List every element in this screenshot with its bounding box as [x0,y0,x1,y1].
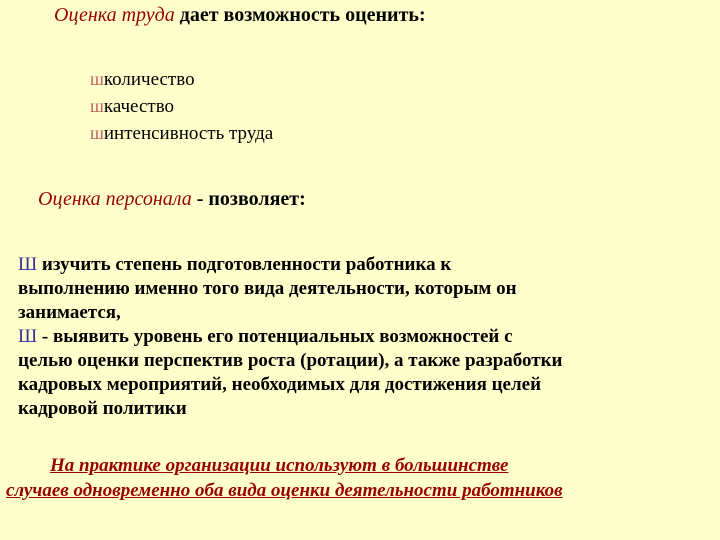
footer-line-1: На практике организации используют в большинстве [50,455,509,476]
heading-personnel-assessment-term: Оценка персонала [38,188,192,210]
footer-line-2: случаев одновременно оба вида оценки деятельности работников [6,480,563,501]
heading-personnel-assessment-rest: - позволяет: [191,188,306,210]
paragraph-line: выполнению именно того вида деятельности, которым он [18,278,517,299]
list-item-text: интенсивность труда [103,123,274,144]
paragraph-line: кадровой политики [18,398,187,419]
list-item [90,93,273,120]
bullet-marker-icon: Ш [18,254,38,275]
paragraph-line: целью оценки перспектив роста (ротации), а также разработки [18,350,563,371]
list-item [90,66,273,93]
list-item-text: количество [103,69,195,90]
bullet-marker-icon: ш [90,69,104,89]
paragraph-reveal-potential [18,325,718,421]
bullet-marker-icon: ш [90,96,104,116]
paragraph-study-preparedness [18,253,718,325]
bullet-marker-icon: Ш [18,326,38,347]
paragraph-line: занимается, [18,302,121,323]
heading-labor-assessment-term: Оценка труда [54,4,175,26]
paragraph-line [18,253,718,277]
paragraph-text: изучить степень подготовленности работника к [37,254,452,275]
bullet-marker-icon: ш [90,123,104,143]
paragraph-line [18,325,718,349]
paragraph-line: кадровых мероприятий, необходимых для достижения целей [18,374,542,395]
heading-labor-assessment [54,4,426,27]
paragraph-text: - выявить уровень его потенциальных возможностей с [37,326,513,347]
labor-criteria-list [90,66,273,147]
list-item-text: качество [103,96,175,117]
list-item [90,120,273,147]
heading-labor-assessment-rest: дает возможность оценить: [174,4,426,26]
heading-personnel-assessment [38,188,306,211]
